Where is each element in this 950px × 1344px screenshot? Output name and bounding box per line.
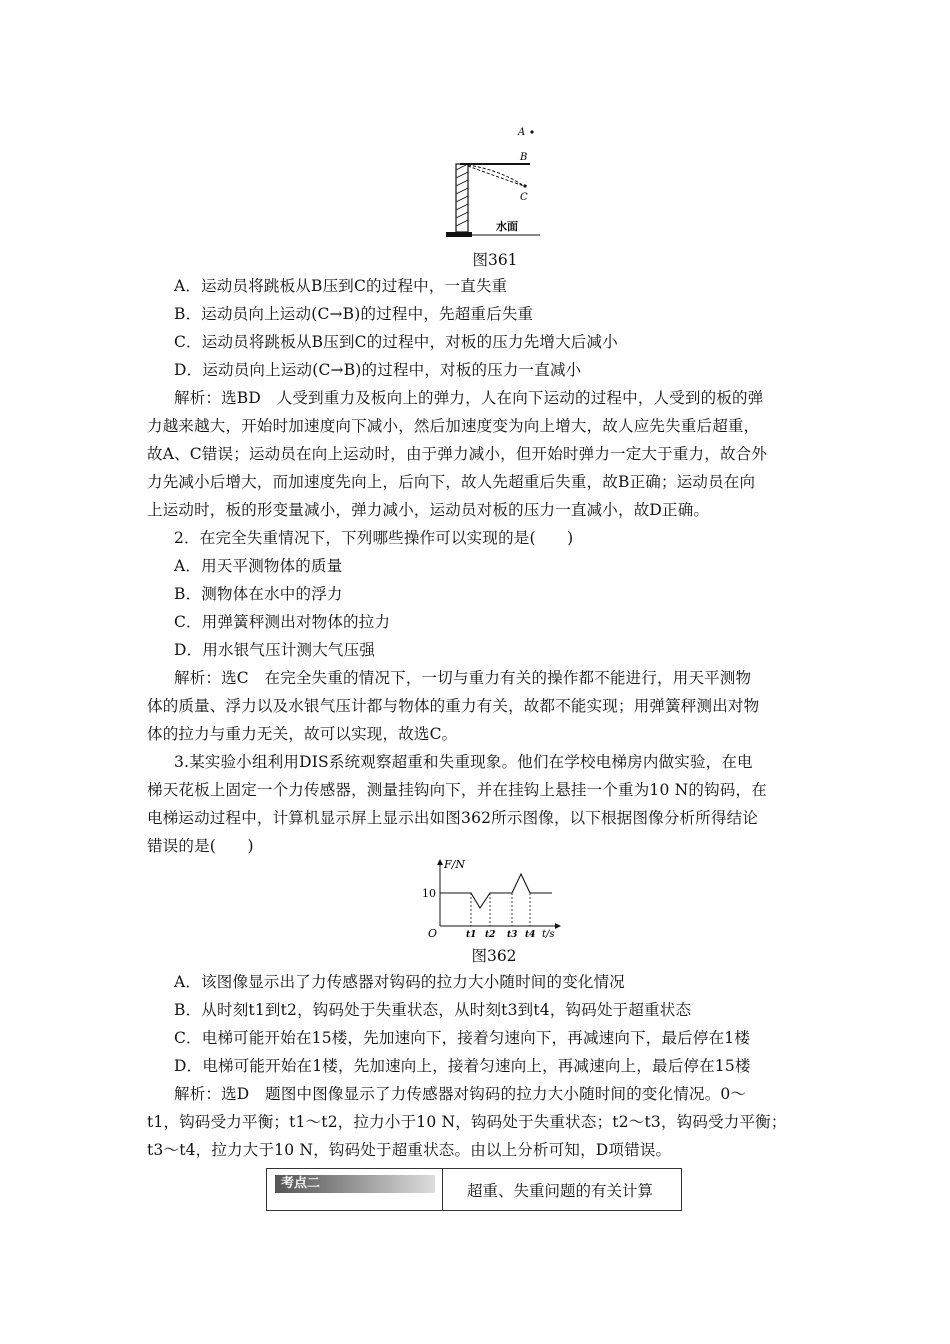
q2-stem: 2．在完全失重情况下，下列哪些操作可以实现的是( ) [174,529,574,547]
q1-analysis-line: 力越来越大，开始时加速度向下减小，然后加速度变为向上增大，故人应先失重后超重， [147,417,760,435]
water-label: 水面 [496,220,518,233]
label-b: B [520,152,528,163]
point-c-dot [523,184,526,187]
q1-analysis-line: 故A、C错误；运动员在向上运动时，由于弹力减小，但开始时弹力一定大于重力，故合外 [147,445,768,463]
q2-option-d: D．用水银气压计测大气压强 [174,641,376,659]
q3-option-d: D．电梯可能开始在1楼，先加速向上，接着匀速向上，再减速向上，最后停在15楼 [174,1057,751,1075]
section-header-box [266,1168,682,1211]
q3-option-a: A．该图像显示出了力传感器对钩码的拉力大小随时间的变化情况 [174,973,625,991]
label-c: C [520,192,528,203]
figure-362-caption: 图362 [471,947,517,965]
q2-analysis-line: 体的质量、浮力以及水银气压计都与物体的重力有关，故都不能实现；用弹簧秤测出对物 [147,697,760,715]
q3-option-c: C．电梯可能开始在15楼，先加速向下，接着匀速向下，再减速向下，最后停在1楼 [174,1029,751,1047]
section-tag-label: 考点二 [281,1176,321,1191]
q2-option-c: C．用弹簧秤测出对物体的拉力 [174,613,391,631]
section-tag-banner [275,1175,435,1193]
x-axis-label: t/s [542,929,555,940]
point-a-dot [530,130,533,133]
q1-analysis-line: 解析：选BD 人受到重力及板向上的弹力，人在向下运动的过程中，人受到的板的弹 [174,389,764,407]
q3-analysis-line: t3～t4，拉力大于10 N，钩码处于超重状态。由以上分析可知，D项错误。 [147,1141,672,1159]
q3-stem-line: 3.某实验小组利用DIS系统观察超重和失重现象。他们在学校电梯房内做实验，在电 [174,753,753,771]
q3-option-b: B．从时刻t1到t2，钩码处于失重状态，从时刻t3到t4，钩码处于超重状态 [174,1001,692,1019]
q3-analysis-line: 解析：选D 题图中图像显示了力传感器对钩码的拉力大小随时间的变化情况。0～ [174,1085,747,1103]
y-tick-10: 10 [422,887,436,900]
q1-option-d: D．运动员向上运动(C→B)的过程中，对板的压力一直减小 [174,361,582,379]
label-a: A [518,127,526,138]
q1-analysis-line: 上运动时，板的形变量减小，弹力减小，运动员对板的压力一直减小，故D正确。 [147,501,710,519]
figure-361-caption: 图361 [472,251,518,269]
y-axis-label: F/N [444,858,465,871]
x-tick-t2: t2 [485,930,496,940]
platform-pillar [456,164,468,232]
q1-option-c: C．运动员将跳板从B压到C的过程中，对板的压力先增大后减小 [174,333,618,351]
q2-analysis-line: 体的拉力与重力无关，故可以实现，故选C。 [147,725,458,743]
diving-board-figure [440,118,540,242]
section-title: 超重、失重问题的有关计算 [467,1182,654,1200]
force-curve [440,874,552,908]
q1-option-b: B．运动员向上运动(C→B)的过程中，先超重后失重 [174,305,534,323]
x-tick-t1: t1 [466,930,477,940]
x-tick-t4: t4 [525,930,536,940]
q1-option-a: A．运动员将跳板从B压到C的过程中，一直失重 [174,277,508,295]
q3-stem-line: 梯天花板上固定一个力传感器，测量挂钩向下，并在挂钩上悬挂一个重为10 N的钩码，在 [147,781,767,799]
force-time-graph [420,856,570,940]
q3-analysis-line: t1，钩码受力平衡；t1～t2，拉力小于10 N，钩码处于失重状态；t2～t3，钩码受力平衡； [147,1113,787,1131]
q1-analysis-line: 力先减小后增大，而加速度先向上，后向下，故人先超重后失重，故B正确；运动员在向 [147,473,756,491]
q2-option-b: B．测物体在水中的浮力 [174,585,343,603]
q2-option-a: A．用天平测物体的质量 [174,557,343,575]
q2-analysis-line: 解析：选C 在完全失重的情况下，一切与重力有关的操作都不能进行，用天平测物 [174,669,752,687]
x-tick-t3: t3 [507,930,518,940]
section-tag-cell [267,1169,443,1210]
q3-stem-line: 电梯运动过程中，计算机显示屏上显示出如图362所示图像，以下根据图像分析所得结论 [147,809,759,827]
origin-label: O [428,927,438,940]
q3-stem-line: 错误的是( ) [147,837,254,855]
